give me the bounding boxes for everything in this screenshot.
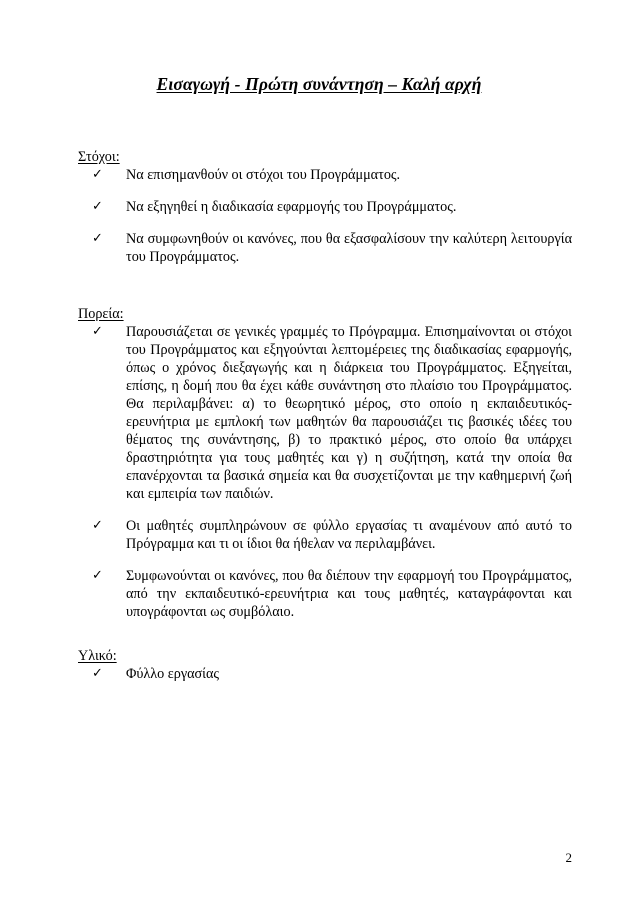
process-item-text: Παρουσιάζεται σε γενικές γραμμές το Πρόγραμμα. Επισημαίνονται οι στόχοι του Προγράμματος και εξηγούνται λεπτομέρειες της διαδικασίας εφαρμογής, όπως ο χρόνος διεξαγωγής και η διάρκεια του Προγράμματος. Εξηγείται, επίσης, η δομή που θα έχει κάθε συνάντηση στο πλαίσιο του Προγράμματος. Θα περιλαμβάνει: α) το θεωρητικό μέρος, στο οποίο η εκπαιδευτικός-ερευνήτρια με εμπλοκή των μαθητών θα παρουσιάζει τις βασικές ιδέες του θέματος της συνάντησης, β) το πρακτικό μέρος, στο οποίο θα υπάρχει δραστηριότητα για τους μαθητές και γ) η συζήτηση, κατά την οποία θα επανέρχονται τα βασικά σημεία και θα συσχετίζονται με την καθημερινή ζωή και εμπειρία των παιδιών.	[126, 324, 572, 502]
material-item-text: Φύλλο εργασίας	[126, 666, 220, 682]
goal-item-text: Να εξηγηθεί η διαδικασία εφαρμογής του Προγράμματος.	[126, 199, 457, 215]
check-mark-icon: ✓	[92, 666, 103, 681]
goal-item	[92, 166, 572, 184]
section-process	[78, 305, 572, 621]
section-material	[78, 647, 572, 683]
section-heading-process: Πορεία:	[78, 306, 124, 322]
goal-item	[92, 198, 572, 216]
page-title: Εισαγωγή - Πρώτη συνάντηση – Καλή αρχή	[156, 74, 482, 94]
process-item	[92, 567, 572, 621]
check-mark-icon: ✓	[92, 568, 103, 583]
section-goals	[78, 148, 572, 266]
check-mark-icon: ✓	[92, 167, 103, 182]
process-item	[92, 323, 572, 503]
check-mark-icon: ✓	[92, 199, 103, 214]
goal-item-text: Να συμφωνηθούν οι κανόνες, που θα εξασφαλίσουν την καλύτερη λειτουργία του Προγράμματος.	[126, 231, 572, 265]
check-mark-icon: ✓	[92, 324, 103, 339]
goal-item	[92, 230, 572, 266]
process-item	[92, 517, 572, 553]
material-item	[92, 665, 572, 683]
process-item-text: Οι μαθητές συμπληρώνουν σε φύλλο εργασίας τι αναμένουν από αυτό το Πρόγραμμα και τι οι ίδιοι θα ήθελαν να περιλαμβάνει.	[126, 518, 572, 552]
goal-item-text: Να επισημανθούν οι στόχοι του Προγράμματος.	[126, 167, 401, 183]
check-mark-icon: ✓	[92, 518, 103, 533]
section-heading-material: Υλικό:	[78, 648, 117, 664]
process-item-text: Συμφωνούνται οι κανόνες, που θα διέπουν την εφαρμογή του Προγράμματος, από την εκπαιδευτικό-ερευνήτρια και τους μαθητές, καταγράφονται και υπογράφονται ως συμβόλαιο.	[126, 568, 572, 620]
page-number: 2	[565, 850, 572, 865]
check-mark-icon: ✓	[92, 231, 103, 246]
section-heading-goals: Στόχοι:	[78, 149, 120, 165]
